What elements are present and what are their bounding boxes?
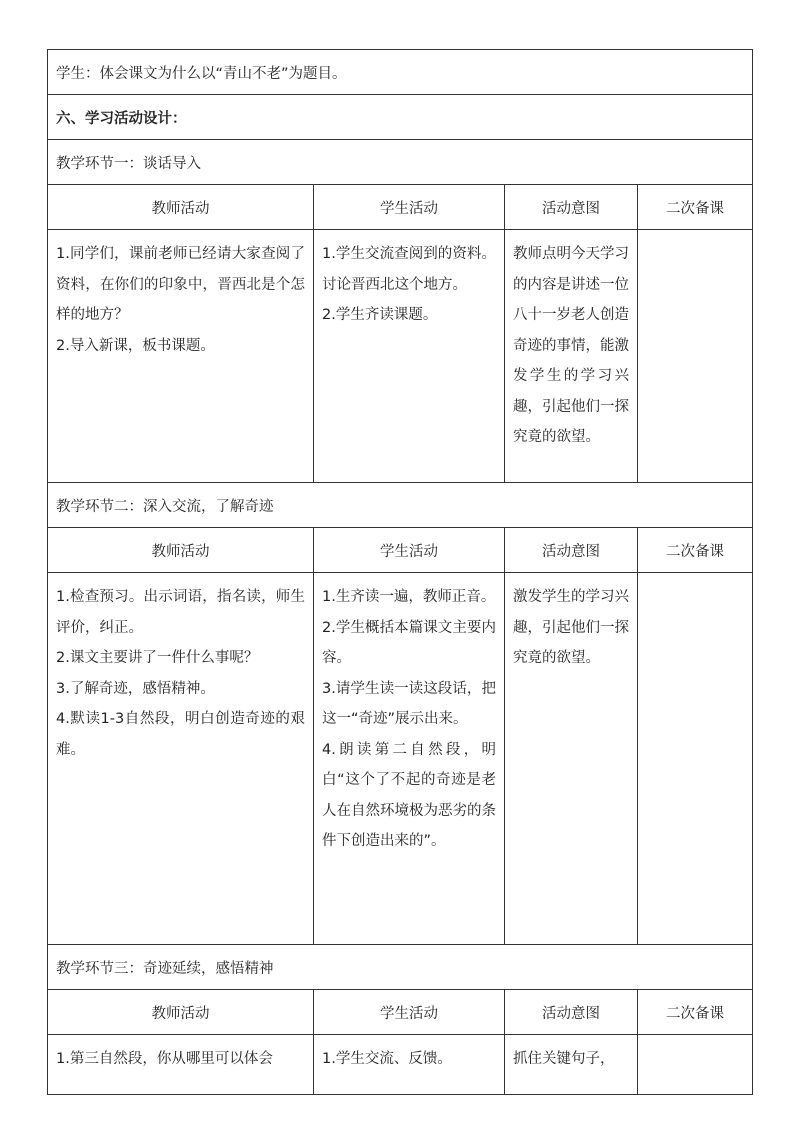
- header-activity-intent: 活动意图: [505, 990, 638, 1035]
- stage-title: 教学环节一：谈话导入: [48, 140, 753, 185]
- column-header-row: [48, 528, 753, 573]
- lesson-plan-table: [47, 49, 753, 1095]
- student-activity-cell: [314, 1035, 505, 1095]
- column-header-row: [48, 185, 753, 230]
- student-activity-item: 1.学生交流查阅到的资料。讨论晋西北这个地方。: [322, 246, 496, 293]
- header-activity-intent: 活动意图: [505, 185, 638, 230]
- student-activity-cell: [314, 230, 505, 483]
- student-activity-item: 2.学生齐读课题。: [322, 307, 438, 323]
- stage-title: 教学环节二：深入交流，了解奇迹: [48, 483, 753, 528]
- second-prep-cell: [638, 230, 753, 483]
- header-second-prep: 二次备课: [638, 185, 753, 230]
- teacher-activity-item: 3.了解奇迹，感悟精神。: [56, 680, 215, 697]
- activity-intent-cell: [505, 230, 638, 483]
- header-second-prep: 二次备课: [638, 990, 753, 1035]
- lesson-plan-sheet: [47, 49, 752, 1095]
- teacher-activity-item: 1.检查预习。出示词语，指名读，师生评价，纠正。: [56, 589, 305, 636]
- stage-content-row: [48, 1035, 753, 1095]
- second-prep-cell: [638, 1035, 753, 1095]
- header-student-activity: 学生活动: [314, 185, 505, 230]
- teacher-activity-item: 1.第三自然段，你从哪里可以体会: [56, 1051, 273, 1067]
- stage-title-row: [48, 140, 753, 185]
- second-prep-cell: [638, 573, 753, 945]
- teacher-activity-item: 1.同学们，课前老师已经请大家查阅了资料，在你们的印象中，晋西北是个怎样的地方？: [56, 246, 305, 323]
- stage-content-row: [48, 230, 753, 483]
- teacher-activity-item: 4.默读1-3自然段，明白创造奇迹的艰难。: [56, 711, 305, 758]
- activity-intent-text: 激发学生的学习兴趣，引起他们一探究竟的欲望。: [513, 589, 629, 666]
- teacher-activity-cell: [48, 230, 314, 483]
- student-activity-cell: [314, 573, 505, 945]
- student-activity-item: 4.朗读第二自然段，明白“这个了不起的奇迹是老人在自然环境极为恶劣的条件下创造出来的”。: [322, 741, 496, 849]
- teacher-activity-cell: [48, 1035, 314, 1095]
- stage-title-row: [48, 945, 753, 990]
- section-title-row: [48, 95, 753, 140]
- student-activity-item: 1.生齐读一遍，教师正音。: [322, 589, 496, 605]
- teacher-activity-item: 2.导入新课，板书课题。: [56, 337, 215, 354]
- activity-intent-cell: [505, 573, 638, 945]
- header-second-prep: 二次备课: [638, 528, 753, 573]
- activity-intent-text: 教师点明今天学习的内容是讲述一位八十一岁老人创造奇迹的事情，能激发学生的学习兴趣，引起他们一探究竟的欲望。: [513, 246, 629, 445]
- column-header-row: [48, 990, 753, 1035]
- student-goal-text: 学生：体会课文为什么以“青山不老”为题目。: [48, 50, 753, 95]
- stage-content-row: [48, 573, 753, 945]
- activity-intent-cell: [505, 1035, 638, 1095]
- stage-title: 教学环节三：奇迹延续，感悟精神: [48, 945, 753, 990]
- header-teacher-activity: 教师活动: [48, 185, 314, 230]
- activity-intent-text: 抓住关键句子，: [513, 1051, 615, 1067]
- stage-title-row: [48, 483, 753, 528]
- section-title: 六、学习活动设计：: [48, 95, 753, 140]
- header-teacher-activity: 教师活动: [48, 528, 314, 573]
- header-activity-intent: 活动意图: [505, 528, 638, 573]
- header-teacher-activity: 教师活动: [48, 990, 314, 1035]
- student-goal-row: [48, 50, 753, 95]
- student-activity-item: 1.学生交流、反馈。: [322, 1051, 452, 1067]
- header-student-activity: 学生活动: [314, 528, 505, 573]
- student-activity-item: 3.请学生读一读这段话，把这一“奇迹”展示出来。: [322, 680, 496, 727]
- header-student-activity: 学生活动: [314, 990, 505, 1035]
- teacher-activity-cell: [48, 573, 314, 945]
- student-activity-item: 2.学生概括本篇课文主要内容。: [322, 619, 496, 666]
- teacher-activity-item: 2.课文主要讲了一件什么事呢？: [56, 650, 259, 666]
